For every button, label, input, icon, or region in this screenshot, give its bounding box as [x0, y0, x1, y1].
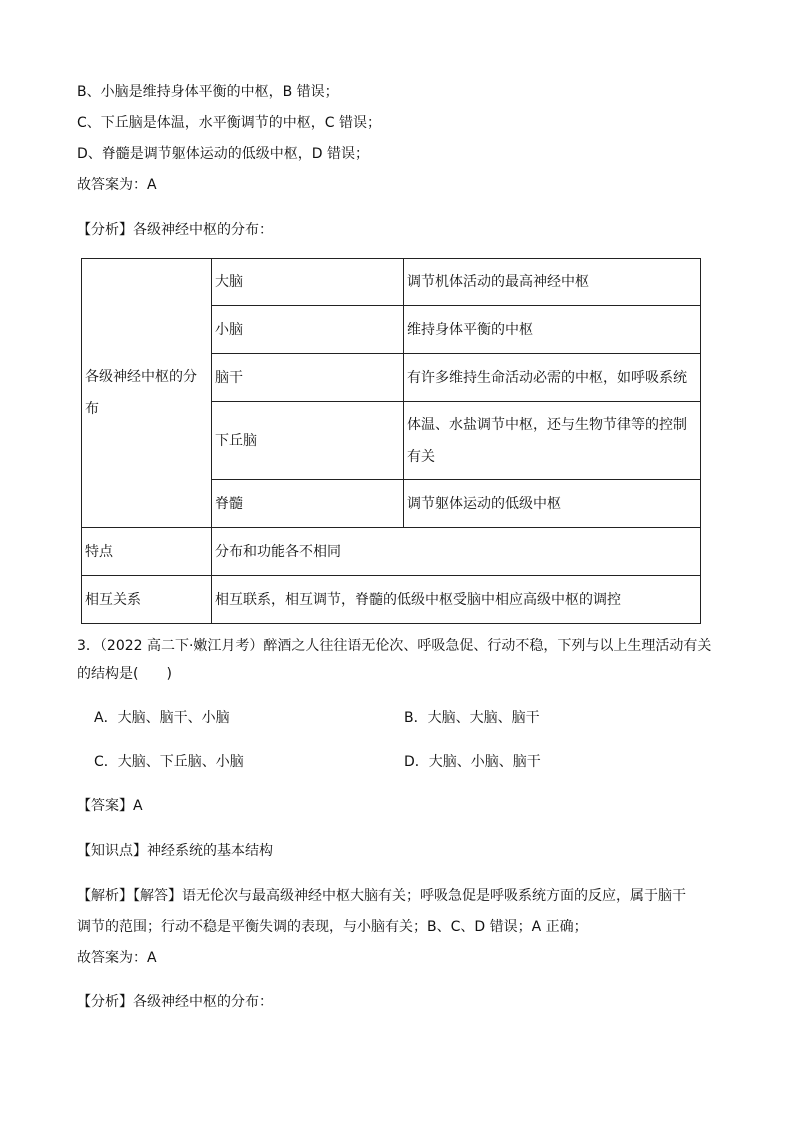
option-a: A．大脑、脑干、小脑	[94, 710, 230, 726]
option-b: B．大脑、大脑、脑干	[404, 710, 540, 726]
question-text: 3．（2022 高二下·嫩江月考）醉酒之人往往语无伦次、呼吸急促、行动不稳，下列与以上生理活动有关	[77, 638, 712, 654]
center-name-cell: 脑干	[212, 354, 404, 402]
question-text-cont: 的结构是( )	[77, 666, 172, 682]
solution-line-1: 【解析】【解答】语无伦次与最高级神经中枢大脑有关；呼吸急促是呼吸系统方面的反应，属于脑干	[77, 888, 686, 904]
solution-conclusion: 故答案为：A	[77, 950, 157, 966]
center-name-cell: 脊髓	[212, 480, 404, 528]
table-row	[82, 259, 701, 306]
group-label-cell: 各级神经中枢的分布	[82, 259, 212, 528]
center-desc-cell: 调节躯体运动的低级中枢	[404, 480, 701, 528]
option-d: D．大脑、小脑、脑干	[404, 754, 541, 770]
table-row	[82, 528, 701, 576]
center-desc-cell: 调节机体活动的最高神经中枢	[404, 259, 701, 306]
feature-value-cell: 分布和功能各不相同	[212, 528, 701, 576]
center-desc-cell: 体温、水盐调节中枢，还与生物节律等的控制有关	[404, 402, 701, 480]
center-desc-cell: 有许多维持生命活动必需的中枢，如呼吸系统	[404, 354, 701, 402]
explanation-line-b: B、小脑是维持身体平衡的中枢，B 错误；	[77, 84, 339, 100]
analysis-heading: 【分析】各级神经中枢的分布：	[77, 222, 273, 238]
option-c: C．大脑、下丘脑、小脑	[94, 754, 244, 770]
nerve-center-table	[81, 258, 701, 624]
relation-label-cell: 相互关系	[82, 576, 212, 624]
relation-value-cell: 相互联系，相互调节，脊髓的低级中枢受脑中相应高级中枢的调控	[212, 576, 701, 624]
center-desc-cell: 维持身体平衡的中枢	[404, 306, 701, 354]
answer-conclusion: 故答案为：A	[77, 177, 157, 193]
center-name-cell: 下丘脑	[212, 402, 404, 480]
explanation-line-d: D、脊髓是调节躯体运动的低级中枢，D 错误；	[77, 146, 370, 162]
explanation-line-c: C、下丘脑是体温，水平衡调节的中枢，C 错误；	[77, 115, 381, 131]
knowledge-point: 【知识点】神经系统的基本结构	[77, 843, 273, 859]
center-name-cell: 大脑	[212, 259, 404, 306]
answer-label: 【答案】A	[77, 798, 143, 814]
feature-label-cell: 特点	[82, 528, 212, 576]
table-row	[82, 576, 701, 624]
analysis-heading-2: 【分析】各级神经中枢的分布：	[77, 994, 273, 1010]
center-name-cell: 小脑	[212, 306, 404, 354]
solution-line-2: 调节的范围；行动不稳是平衡失调的表现，与小脑有关；B、C、D 错误；A 正确；	[77, 919, 588, 935]
